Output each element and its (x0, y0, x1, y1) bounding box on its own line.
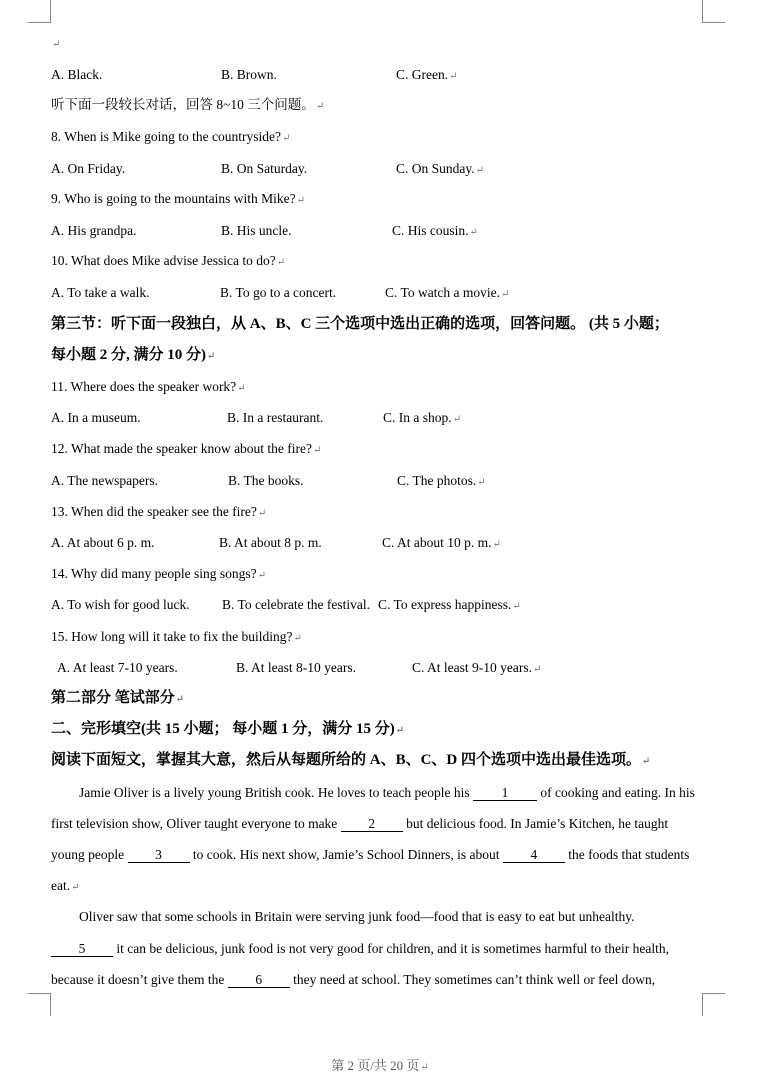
q8-option-c: C. On Sunday.↵ (396, 161, 485, 176)
q9-option-a: A. His grandpa. (51, 223, 137, 238)
q10-option-a: A. To take a walk. (51, 285, 150, 300)
q11-option-a: A. In a museum. (51, 410, 141, 425)
cloze-section-title: 二、完形填空(共 15 小题； 每小题 1 分，满分 15 分)↵ (51, 721, 405, 737)
q15-option-a: A. At least 7-10 years. (57, 660, 178, 675)
q15-option-c: C. At least 9-10 years.↵ (412, 660, 542, 675)
question-12: 12. What made the speaker know about the fire?↵ (51, 441, 322, 456)
page-corner-mark-bottom-left (28, 993, 51, 1016)
instruction-8-10: 听下面一段较长对话，回答 8~10 三个问题。↵ (51, 97, 325, 112)
question-10: 10. What does Mike advise Jessica to do?↵ (51, 253, 286, 268)
question-11: 11. Where does the speaker work?↵ (51, 379, 246, 394)
q10-option-b: B. To go to a concert. (220, 285, 337, 300)
q11-option-c: C. In a shop.↵ (383, 410, 462, 425)
passage-line: 5 it can be delicious, junk food is not very good for children, and it is sometimes harmful to their health, (51, 940, 669, 958)
cloze-blank-6: 6 (228, 972, 290, 988)
q12-option-c: C. The photos.↵ (397, 473, 486, 488)
q10-option-c: C. To watch a movie.↵ (385, 285, 510, 300)
cloze-blank-4: 4 (503, 847, 565, 863)
q11-option-b: B. In a restaurant. (227, 410, 324, 425)
q9-option-c: C. His cousin.↵ (392, 223, 478, 238)
q14-option-c: C. To express happiness.↵ (378, 597, 521, 612)
q14-option-b: B. To celebrate the festival. (222, 597, 370, 612)
passage-line: young people 3 to cook. His next show, Jamie’s School Dinners, is about 4 the foods that students (51, 847, 690, 862)
passage-line: eat.↵ (51, 878, 80, 893)
passage-line: first television show, Oliver taught everyone to make 2 but delicious food. In Jamie’s Kitchen, he taught (51, 816, 669, 831)
cloze-blank-2: 2 (341, 816, 403, 832)
q13-option-a: A. At about 6 p. m. (51, 535, 155, 550)
section3-heading-line1: 第三节：听下面一段独白，从 A、B、C 三个选项中选出正确的选项，回答问题。 (共 5 小题； (51, 316, 669, 332)
q9-option-b: B. His uncle. (221, 223, 292, 238)
q13-option-c: C. At about 10 p. m.↵ (382, 535, 501, 550)
passage-line: Oliver saw that some schools in Britain were serving junk food—food that is easy to eat but unhealthy. (79, 909, 635, 924)
paragraph-mark: ↵ (52, 39, 61, 50)
question-15: 15. How long will it take to fix the building?↵ (51, 629, 302, 644)
passage-line: because it doesn’t give them the 6 they need at school. They sometimes can’t think well or feel down, (51, 972, 656, 987)
section3-heading-line2: 每小题 2 分, 满分 10 分)↵ (51, 347, 216, 363)
q7-option-b: B. Brown. (221, 67, 277, 82)
q15-option-b: B. At least 8-10 years. (236, 660, 356, 675)
passage-line: Jamie Oliver is a lively young British cook. He loves to teach people his 1 of cooking and eating. In his (79, 785, 695, 800)
question-14: 14. Why did many people sing songs?↵ (51, 566, 266, 581)
q14-option-a: A. To wish for good luck. (51, 597, 190, 612)
q12-option-a: A. The newspapers. (51, 473, 158, 488)
question-8: 8. When is Mike going to the countryside?↵ (51, 129, 291, 144)
cloze-blank-5: 5 (51, 941, 113, 957)
cloze-blank-3: 3 (128, 847, 190, 863)
question-9: 9. Who is going to the mountains with Mike?↵ (51, 191, 305, 206)
q13-option-b: B. At about 8 p. m. (219, 535, 322, 550)
q8-option-b: B. On Saturday. (221, 161, 308, 176)
q7-option-c: C. Green.↵ (396, 67, 458, 82)
page-corner-mark-top-right (702, 0, 725, 23)
q8-option-a: A. On Friday. (51, 161, 126, 176)
q7-option-a: A. Black. (51, 67, 103, 82)
page-corner-mark-top-left (28, 0, 51, 23)
cloze-instruction: 阅读下面短文，掌握其大意，然后从每题所给的 A、B、C、D 四个选项中选出最佳选项。↵ (51, 752, 651, 768)
part2-title: 第二部分 笔试部分↵ (51, 690, 185, 706)
q12-option-b: B. The books. (228, 473, 304, 488)
page-corner-mark-bottom-right (702, 993, 725, 1016)
page-footer: 第 2 页/共 20 页↵ (331, 1058, 429, 1073)
cloze-blank-1: 1 (473, 785, 537, 801)
question-13: 13. When did the speaker see the fire?↵ (51, 504, 267, 519)
